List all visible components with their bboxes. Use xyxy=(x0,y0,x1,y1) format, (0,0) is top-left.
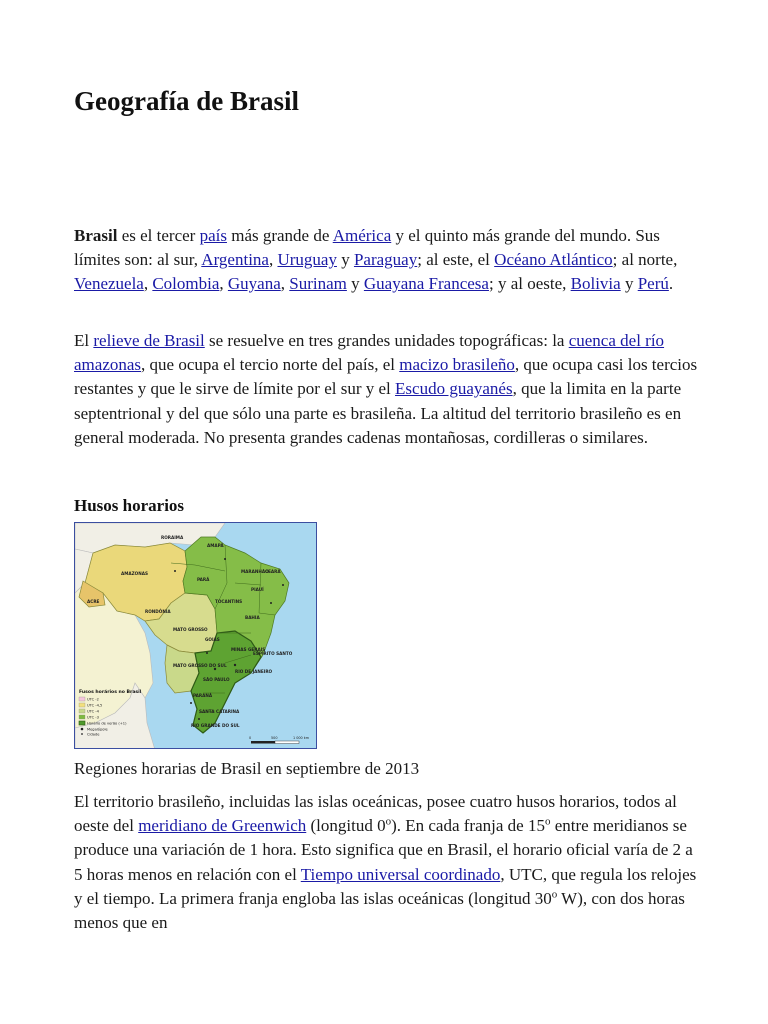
link-colombia[interactable]: Colombia xyxy=(152,274,220,294)
label-goias: GOIÁS xyxy=(205,637,220,642)
text: , xyxy=(143,274,153,294)
link-venezuela[interactable]: Venezuela xyxy=(74,274,144,294)
text: , que ocupa el tercio norte del país, el xyxy=(141,355,400,375)
link-meridiano-de-greenwich[interactable]: meridiano de Greenwich xyxy=(138,816,307,836)
link-macizo-brasileno[interactable]: macizo brasileño xyxy=(399,355,515,375)
label-maranhao: MARANHÃO xyxy=(241,569,269,574)
text: , xyxy=(219,274,228,294)
label-parana: PARANÁ xyxy=(193,693,213,698)
text: W), con dos horas menos que en xyxy=(74,888,685,933)
link-bolivia[interactable]: Bolivia xyxy=(570,274,621,294)
link-pais[interactable]: país xyxy=(199,226,227,245)
text: (longitud 0 xyxy=(306,816,386,836)
link-guayana-francesa[interactable]: Guayana Francesa xyxy=(363,274,489,294)
link-relieve-de-brasil[interactable]: relieve de Brasil xyxy=(93,331,205,350)
text: ). En cada franja de 15 xyxy=(391,816,545,836)
time-zones-map[interactable] xyxy=(74,522,317,749)
map-caption: Regiones horarias de Brasil en septiembre de 2013 xyxy=(74,759,420,778)
bold-term: Brasil xyxy=(74,226,118,245)
text: , que ocupa casi los tercios restantes y que le sirve de límite por el sur y el xyxy=(74,355,698,399)
legend-title: Fusos horários no Brasil xyxy=(79,690,142,695)
degree-superscript: o xyxy=(385,815,392,828)
label-amazonas: AMAZONAS xyxy=(121,571,149,576)
text: y xyxy=(346,274,364,294)
legend-item-utc-3: UTC -3 xyxy=(87,715,99,720)
label-sao-paulo: SÃO PAULO xyxy=(203,677,230,682)
section-heading-husos-horarios: Husos horarios xyxy=(74,496,185,515)
text: se resuelve en tres grandes unidades topográficas: la xyxy=(204,331,569,350)
text: , UTC, que regula los relojes y el tiempo. La primera franja engloba las islas oceánicas (longitud 30 xyxy=(74,864,697,908)
legend-item-cidade: Cidade xyxy=(87,732,100,737)
scale-label-1000: 1 000 km xyxy=(293,736,310,740)
legend-item-utc-4-5: UTC -4,5 xyxy=(87,703,103,708)
text: y xyxy=(336,250,354,270)
link-cuenca-rio-amazonas[interactable]: cuenca del río amazonas xyxy=(74,331,665,375)
label-rio-grande-do-sul: RIO GRANDE DO SUL xyxy=(191,723,240,728)
text: ; al norte, xyxy=(612,250,678,270)
text: , que la limita en la parte septentrional y del que sólo una parte es brasileña. La altitud del territorio brasileño es en general moderada. No presenta grandes cadenas montañosas, cordilleras o similares. xyxy=(74,379,682,447)
legend-item-utc-4: UTC -4 xyxy=(87,709,99,714)
label-tocantins: TOCANTINS xyxy=(215,599,243,604)
label-minas-gerais: MINAS GERAIS xyxy=(231,647,266,652)
degree-superscript: o xyxy=(544,815,551,828)
link-surinam[interactable]: Surinam xyxy=(289,274,347,294)
label-espirito-santo: ESPÍRITO SANTO xyxy=(253,651,293,656)
page-title: Geografía de Brasil xyxy=(74,86,299,116)
label-rio-de-janeiro: RIO DE JANEIRO xyxy=(235,669,273,674)
link-tiempo-universal-coordinado[interactable]: Tiempo universal coordinado xyxy=(300,864,501,884)
legend-item-dst: Horário de verão (+1) xyxy=(87,721,127,726)
text: es el tercer xyxy=(117,226,200,245)
label-mato-grosso: MATO GROSSO xyxy=(173,627,208,632)
link-argentina[interactable]: Argentina xyxy=(201,250,269,270)
label-bahia: BAHIA xyxy=(245,615,260,620)
label-santa-catarina: SANTA CATARINA xyxy=(199,709,240,714)
text: entre meridianos se produce una variación de 1 hora. Esto significa que en Brasil, el horario oficial varía de 2 a 5 horas menos en relación con el xyxy=(74,816,693,884)
text: ; al este, el xyxy=(417,250,495,270)
link-america[interactable]: América xyxy=(332,226,392,245)
text: ; y al oeste, xyxy=(488,274,571,294)
link-peru[interactable]: Perú xyxy=(637,274,669,294)
brazil-map-svg xyxy=(75,523,317,749)
label-ceara: CEARÁ xyxy=(265,569,281,574)
link-escudo-guayanes[interactable]: Escudo guayanés xyxy=(395,379,513,399)
label-acre: ACRE xyxy=(87,599,100,604)
text: . xyxy=(668,274,674,294)
link-paraguay[interactable]: Paraguay xyxy=(353,250,418,270)
text: más grande de xyxy=(226,226,333,245)
relief-paragraph xyxy=(74,329,700,450)
label-para: PARÁ xyxy=(197,577,210,582)
text: , xyxy=(268,250,278,270)
text: El territorio brasileño, incluidas las islas oceánicas, posee cuatro husos horarios, todos al oeste del xyxy=(74,792,677,836)
text: , xyxy=(280,274,290,294)
time-zones-paragraph xyxy=(74,790,700,935)
degree-superscript: o xyxy=(551,888,558,901)
text: y xyxy=(620,274,638,294)
label-rondonia: RONDÔNIA xyxy=(145,609,171,614)
legend-item-megalopole: Megalópole xyxy=(87,727,108,732)
scale-label-0: 0 xyxy=(249,736,252,740)
scale-label-500: 500 xyxy=(271,736,278,740)
text: y el quinto más grande del mundo. Sus límites son: al sur, xyxy=(74,226,660,270)
intro-paragraph xyxy=(74,224,700,297)
label-piaui: PIAUÍ xyxy=(251,587,264,592)
label-mato-grosso-do-sul: MATO GROSSO DO SUL xyxy=(173,663,227,668)
text: El xyxy=(74,331,94,350)
legend-item-utc-2: UTC -2 xyxy=(87,697,99,702)
link-guyana[interactable]: Guyana xyxy=(227,274,281,294)
link-oceano-atlantico[interactable]: Océano Atlántico xyxy=(494,250,613,270)
label-roraima: RORAIMA xyxy=(161,535,184,540)
label-amapa: AMAPÁ xyxy=(207,543,224,548)
link-uruguay[interactable]: Uruguay xyxy=(277,250,337,270)
